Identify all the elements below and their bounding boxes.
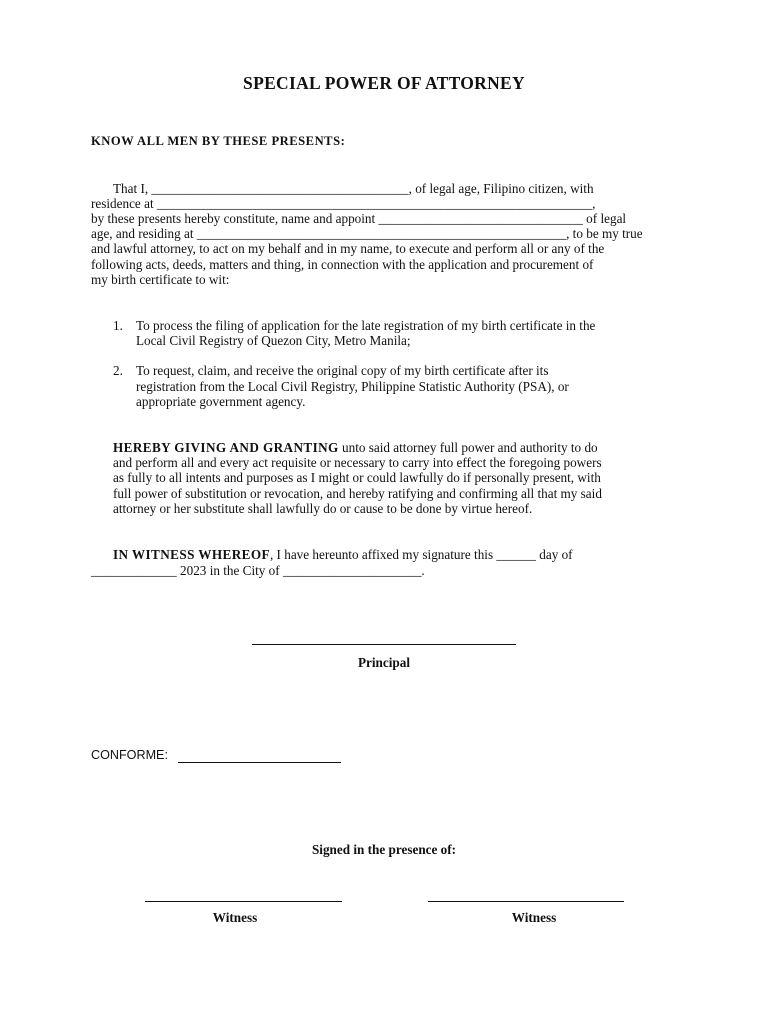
- granting-line-2: and perform all and every act requisite or necessary to carry into effect the foregoing powers: [113, 455, 602, 470]
- principal-signature-line: [252, 644, 516, 645]
- conforme-label: CONFORME:: [91, 748, 168, 762]
- granting-first-rest: unto said attorney full power and authority to do: [338, 440, 598, 455]
- granting-line-3: as fully to all intents and purposes as I might or could lawfully do if personally present, with: [113, 470, 601, 485]
- item-1-number: 1.: [113, 318, 123, 333]
- intro-line-5: and lawful attorney, to act on my behalf and in my name, to execute and perform all or any of the: [91, 241, 605, 256]
- granting-line-1: [113, 440, 598, 455]
- principal-label: Principal: [357, 655, 411, 670]
- conforme-signature-line: [178, 762, 341, 763]
- intro-line-7: my birth certificate to wit:: [91, 272, 230, 287]
- intro-line-6: following acts, deeds, matters and thing, in connection with the application and procurement of: [91, 257, 594, 272]
- witness-clause-line-1: [113, 547, 573, 562]
- signed-in-presence-label: Signed in the presence of:: [311, 842, 457, 857]
- witness-clause-lead: IN WITNESS WHEREOF: [113, 547, 270, 562]
- intro-line-2: residence at __________________________________________________________________,: [91, 196, 596, 211]
- item-2-line-2: registration from the Local Civil Registry, Philippine Statistic Authority (PSA), or: [136, 379, 569, 394]
- item-2-number: 2.: [113, 363, 123, 378]
- witness-clause-line-2: _____________ 2023 in the City of _____________________.: [91, 563, 425, 578]
- witness-right-signature-line: [428, 901, 624, 902]
- witness-left-signature-line: [145, 901, 342, 902]
- intro-line-3: by these presents hereby constitute, name and appoint _______________________________ of legal: [91, 211, 627, 226]
- intro-line-4: age, and residing at ________________________________________________________, to be my true: [91, 226, 643, 241]
- granting-line-4: full power of substitution or revocation, and hereby ratifying and confirming all that my said: [113, 486, 602, 501]
- item-2-line-1: To request, claim, and receive the original copy of my birth certificate after its: [136, 363, 549, 378]
- item-2-line-3: appropriate government agency.: [136, 394, 306, 409]
- salutation: KNOW ALL MEN BY THESE PRESENTS:: [91, 134, 346, 148]
- intro-line-1: That I, _______________________________________, of legal age, Filipino citizen, with: [113, 181, 594, 196]
- document-title: SPECIAL POWER OF ATTORNEY: [243, 73, 525, 93]
- item-1-line-2: Local Civil Registry of Quezon City, Metro Manila;: [136, 333, 411, 348]
- granting-lead: HEREBY GIVING AND GRANTING: [113, 440, 339, 455]
- witness-left-label: Witness: [212, 910, 258, 925]
- granting-line-5: attorney or her substitute shall lawfully do or cause to be done by virtue hereof.: [113, 501, 533, 516]
- witness-clause-first-rest: , I have hereunto affixed my signature this ______ day of: [269, 547, 573, 562]
- witness-right-label: Witness: [511, 910, 557, 925]
- item-1-line-1: To process the filing of application for the late registration of my birth certificate in the: [136, 318, 596, 333]
